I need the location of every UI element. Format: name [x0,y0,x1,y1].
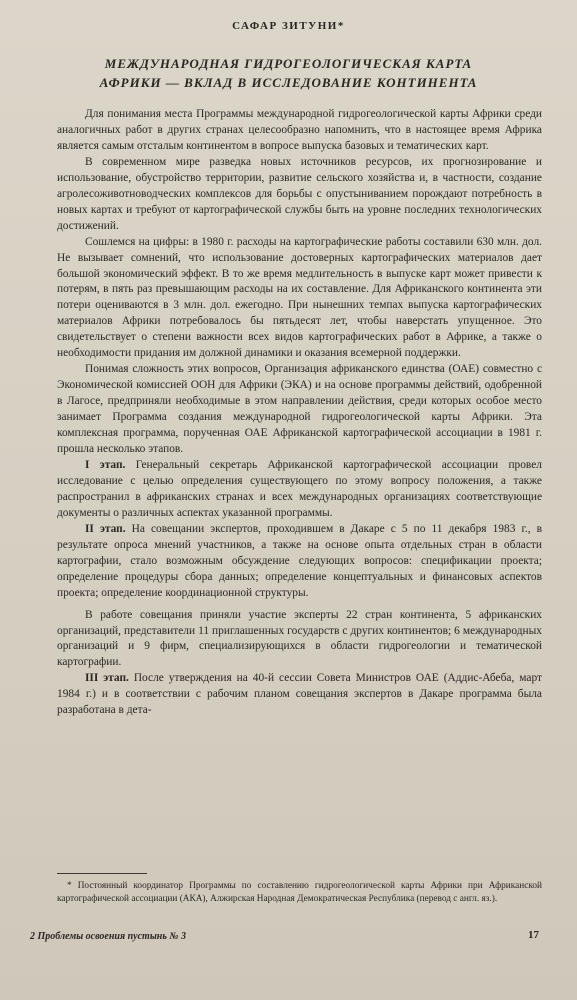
paragraph-intro: Для понимания места Программы международной гидрогеологической карты Африки среди аналогичных работ в других странах целесообразно напомнить, что в настоящее время Африка является самым отсталым континентом в вопросе выпуска базовых и тематических карт. [57,108,542,152]
running-footer: 2 Проблемы освоения пустынь № 3 [30,931,187,942]
page-number: 17 [528,929,539,941]
stage-2-text: На совещании экспертов, проходившем в Дакаре с 5 по 11 декабря 1983 г., в результате опроса мнений участников, а также на основе опыта отдельных стран в области картографии, стало возможным обсуждение следующих вопросов: спецификации проекта; определение процедуры сбора данных; определение концептуальных и финансовых аспектов проекта; определение координационной структуры. [57,522,543,599]
author-name: САФАР ЗИТУНИ* [232,20,345,32]
stage-2-label: II этап. [85,522,126,535]
paragraph-participants: В работе совещания приняли участие эксперты 22 стран континента, 5 африканских организаций, представители 11 приглашенных государств с других континентов; 6 международных организаций и 9 фирм, специализирующихся в области гидрогеологии и тематической картографии. [57,608,542,669]
footnote-text: * Постоянный координатор Программы по составлению гидрогеологической карты Африки при Африканской картографической ассоциации (АКА), Алжирская Народная Демократическая Республика (перевод с англ. яз.). [57,881,542,904]
paragraph-modern-world: В современном мире разведка новых источников ресурсов, их прогнозирование и использование, обустройство территории, развитие сельского хозяйства и, в частности, создание агролесоживотноводческих комплексов для борьбы с опустыниванием порождают потребность в новых картах и требуют от картографической службы быть на уровне последних технологических достижений. [57,155,542,232]
stage-3-label: III этап. [85,672,129,685]
article-title [40,54,537,92]
paragraph-oau: Понимая сложность этих вопросов, Организация африканского единства (ОАЕ) совместно с Экономической комиссией ООН для Африки (ЭКА) и на основе программы действий, одобренной в Лагосе, предприняли необходимые в этом направлении действия, среди которых особое место занимает Программа создания международной гидрогеологической карты Африки. Эта комплексная программа, порученная ОАЕ Африканской картографической ассоциации в 1981 г. прошла несколько этапов. [57,363,542,456]
stage-1-label: I этап. [85,458,126,471]
title-line-1: МЕЖДУНАРОДНАЯ ГИДРОГЕОЛОГИЧЕСКАЯ КАРТА [104,56,473,71]
footnote [57,880,542,905]
footnote-divider [57,873,147,874]
paragraph-stage-2 [57,522,542,602]
stage-1-text: Генеральный секретарь Африканской картографической ассоциации провел исследование с целью определения существующего по этому вопросу положения, а также распространил в африканских странах и всех международных организациях соответствующие документы о различных аспектах указанной программы. [57,458,542,519]
title-line-2: АФРИКИ — ВКЛАД В ИССЛЕДОВАНИЕ КОНТИНЕНТА [99,75,478,90]
paragraph-stage-1 [57,458,542,522]
article-body [57,107,542,719]
paragraph-figures: Сошлемся на цифры: в 1980 г. расходы на картографические работы составили 630 млн. дол. Не вызывает сомнений, что использование достоверных картографических материалов дает большой экономический эффект. В то же время медлительность в выпуске карт может привести к потерям, в пять раз превышающим расходы на их составление. Для Африканского континента эти потери оцениваются в 3 млн. дол. ежегодно. При нынешних темпах выпуска картографических материалов Африки потребовалось бы пятьдесят лет, чтобы наверстать упущенное. Это свидетельствует о степени важности всех видов картографических работ в Африке, а также о необходимости придания им должной динамики и оказания всемерной поддержки. [57,235,542,360]
paragraph-stage-3 [57,671,542,719]
stage-3-text: После утверждения на 40-й сессии Совета Министров ОАЕ (Аддис-Абеба, март 1984 г.) и в соответствии с рабочим планом совещания экспертов в Дакаре программа была разработана в дета- [57,672,542,717]
